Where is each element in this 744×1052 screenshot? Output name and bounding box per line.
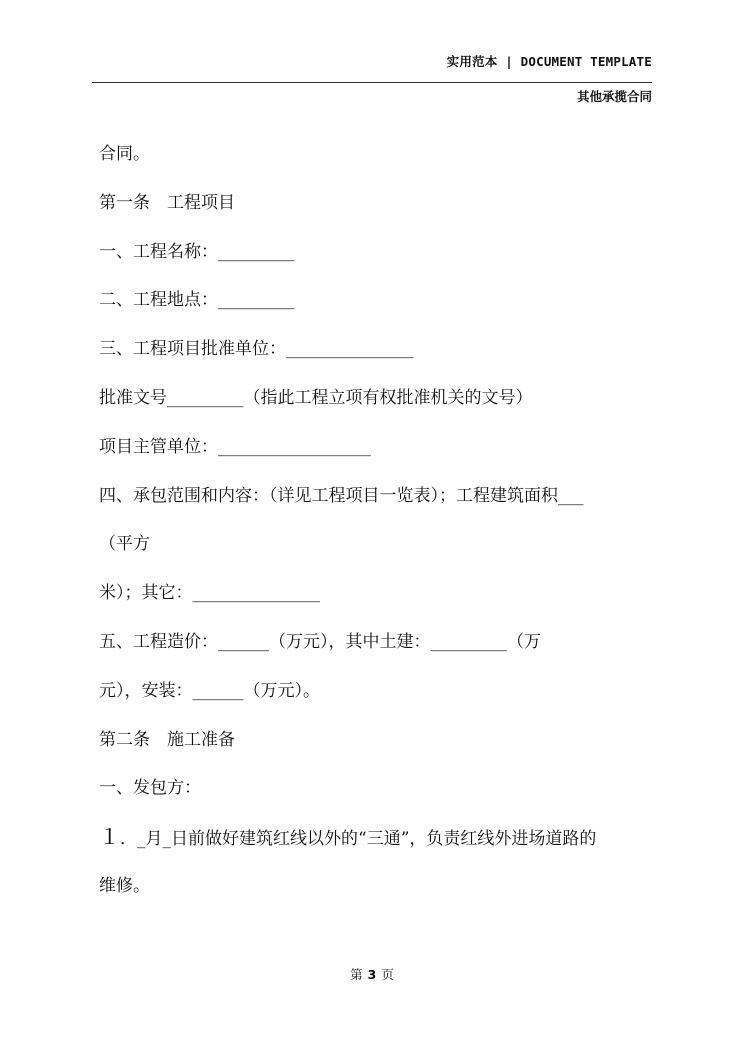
text-line: 批准文号_________（指此工程立项有权批准机关的文号） bbox=[99, 387, 533, 408]
header-subtitle: 其他承揽合同 bbox=[576, 89, 652, 104]
text-line: 项目主管单位：__________________ bbox=[99, 436, 371, 457]
text-line: 三、工程项目批准单位：_______________ bbox=[99, 339, 414, 360]
text-line: 合同。 bbox=[99, 144, 150, 164]
text-line: 米）；其它：_______________ bbox=[99, 583, 320, 604]
text-line: 元），安装：______（万元）。 bbox=[99, 680, 320, 701]
text-line: 一、发包方： bbox=[99, 778, 201, 799]
numbered-item bbox=[99, 813, 659, 862]
header-divider bbox=[92, 82, 652, 83]
item-number: １ bbox=[99, 825, 120, 850]
article-heading: 第二条 施工准备 bbox=[99, 729, 235, 750]
header-title: 实用范本 | DOCUMENT TEMPLATE bbox=[446, 54, 652, 69]
footer-suffix: 页 bbox=[381, 967, 394, 982]
text-line: （平方 bbox=[99, 534, 150, 555]
page-number: 3 bbox=[367, 967, 377, 982]
document-body bbox=[99, 130, 659, 911]
footer-prefix: 第 bbox=[350, 967, 363, 982]
text-line: 五、工程造价：______（万元），其中土建：_________（万 bbox=[99, 631, 541, 652]
text-line: 四、承包范围和内容：（详见工程项目一览表）；工程建筑面积___ bbox=[99, 485, 584, 506]
text-line: 维修。 bbox=[99, 875, 150, 896]
text-line: 二、工程地点：_________ bbox=[99, 290, 295, 311]
article-heading: 第一条 工程项目 bbox=[99, 192, 235, 213]
text-line: 一、工程名称：_________ bbox=[99, 241, 295, 262]
page-footer bbox=[0, 965, 744, 983]
item-text: ．_月_日前做好建筑红线以外的“三通”，负责红线外进场道路的 bbox=[120, 829, 597, 850]
